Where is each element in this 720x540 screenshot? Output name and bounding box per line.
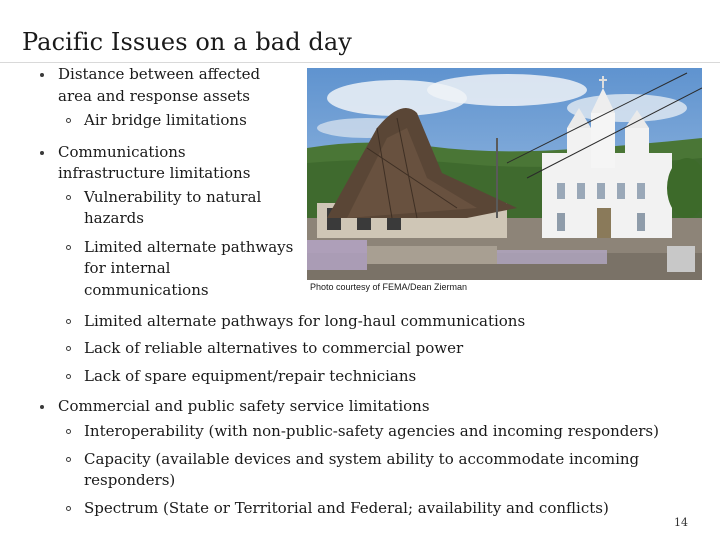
sub-bullet-capacity-line1: Capacity (available devices and system ability to accommodate incoming	[84, 450, 640, 468]
sub-bullet-internal-line1: Limited alternate pathways	[84, 238, 294, 256]
bullet-distance-line1: Distance between affected	[58, 65, 261, 83]
sub-bullet-vulnerability-line2: hazards	[84, 209, 144, 227]
sub-bullet-marker	[66, 429, 71, 434]
bullet-marker	[40, 151, 44, 155]
sub-bullet-marker	[66, 195, 71, 200]
bullet-service-line1: Commercial and public safety service limitations	[58, 397, 430, 415]
sub-bullet-internal-line2: for internal	[84, 259, 171, 277]
photo-caption: Photo courtesy of FEMA/Dean Zierman	[310, 282, 468, 292]
bullet-marker	[40, 73, 44, 77]
page-number: 14	[674, 516, 688, 529]
sub-bullet-marker	[66, 245, 71, 250]
sub-bullet-air-bridge: Air bridge limitations	[84, 111, 247, 129]
bullet-communications-line1: Communications	[58, 143, 186, 161]
bullet-marker	[40, 405, 44, 409]
bullet-distance-line2: area and response assets	[58, 87, 250, 105]
slide-title: Pacific Issues on a bad day	[22, 28, 352, 56]
sub-bullet-marker	[66, 118, 71, 123]
sub-bullet-internal-line3: communications	[84, 281, 209, 299]
sub-bullet-longhaul: Limited alternate pathways for long-haul communications	[84, 312, 526, 330]
title-divider	[0, 62, 720, 63]
sub-bullet-vulnerability-line1: Vulnerability to natural	[84, 188, 262, 206]
disaster-photo	[307, 68, 702, 280]
sub-bullet-capacity-line2: responders)	[84, 471, 176, 489]
sub-bullet-spares: Lack of spare equipment/repair technicians	[84, 367, 417, 385]
sub-bullet-interoperability: Interoperability (with non-public-safety agencies and incoming responders)	[84, 422, 659, 440]
sub-bullet-marker	[66, 457, 71, 462]
sub-bullet-spectrum: Spectrum (State or Territorial and Federal; availability and conflicts)	[84, 499, 609, 517]
sub-bullet-marker	[66, 374, 71, 379]
bullet-communications-line2: infrastructure limitations	[58, 164, 251, 182]
sub-bullet-marker	[66, 319, 71, 324]
sub-bullet-marker	[66, 346, 71, 351]
sub-bullet-power: Lack of reliable alternatives to commercial power	[84, 339, 464, 357]
sub-bullet-marker	[66, 506, 71, 511]
